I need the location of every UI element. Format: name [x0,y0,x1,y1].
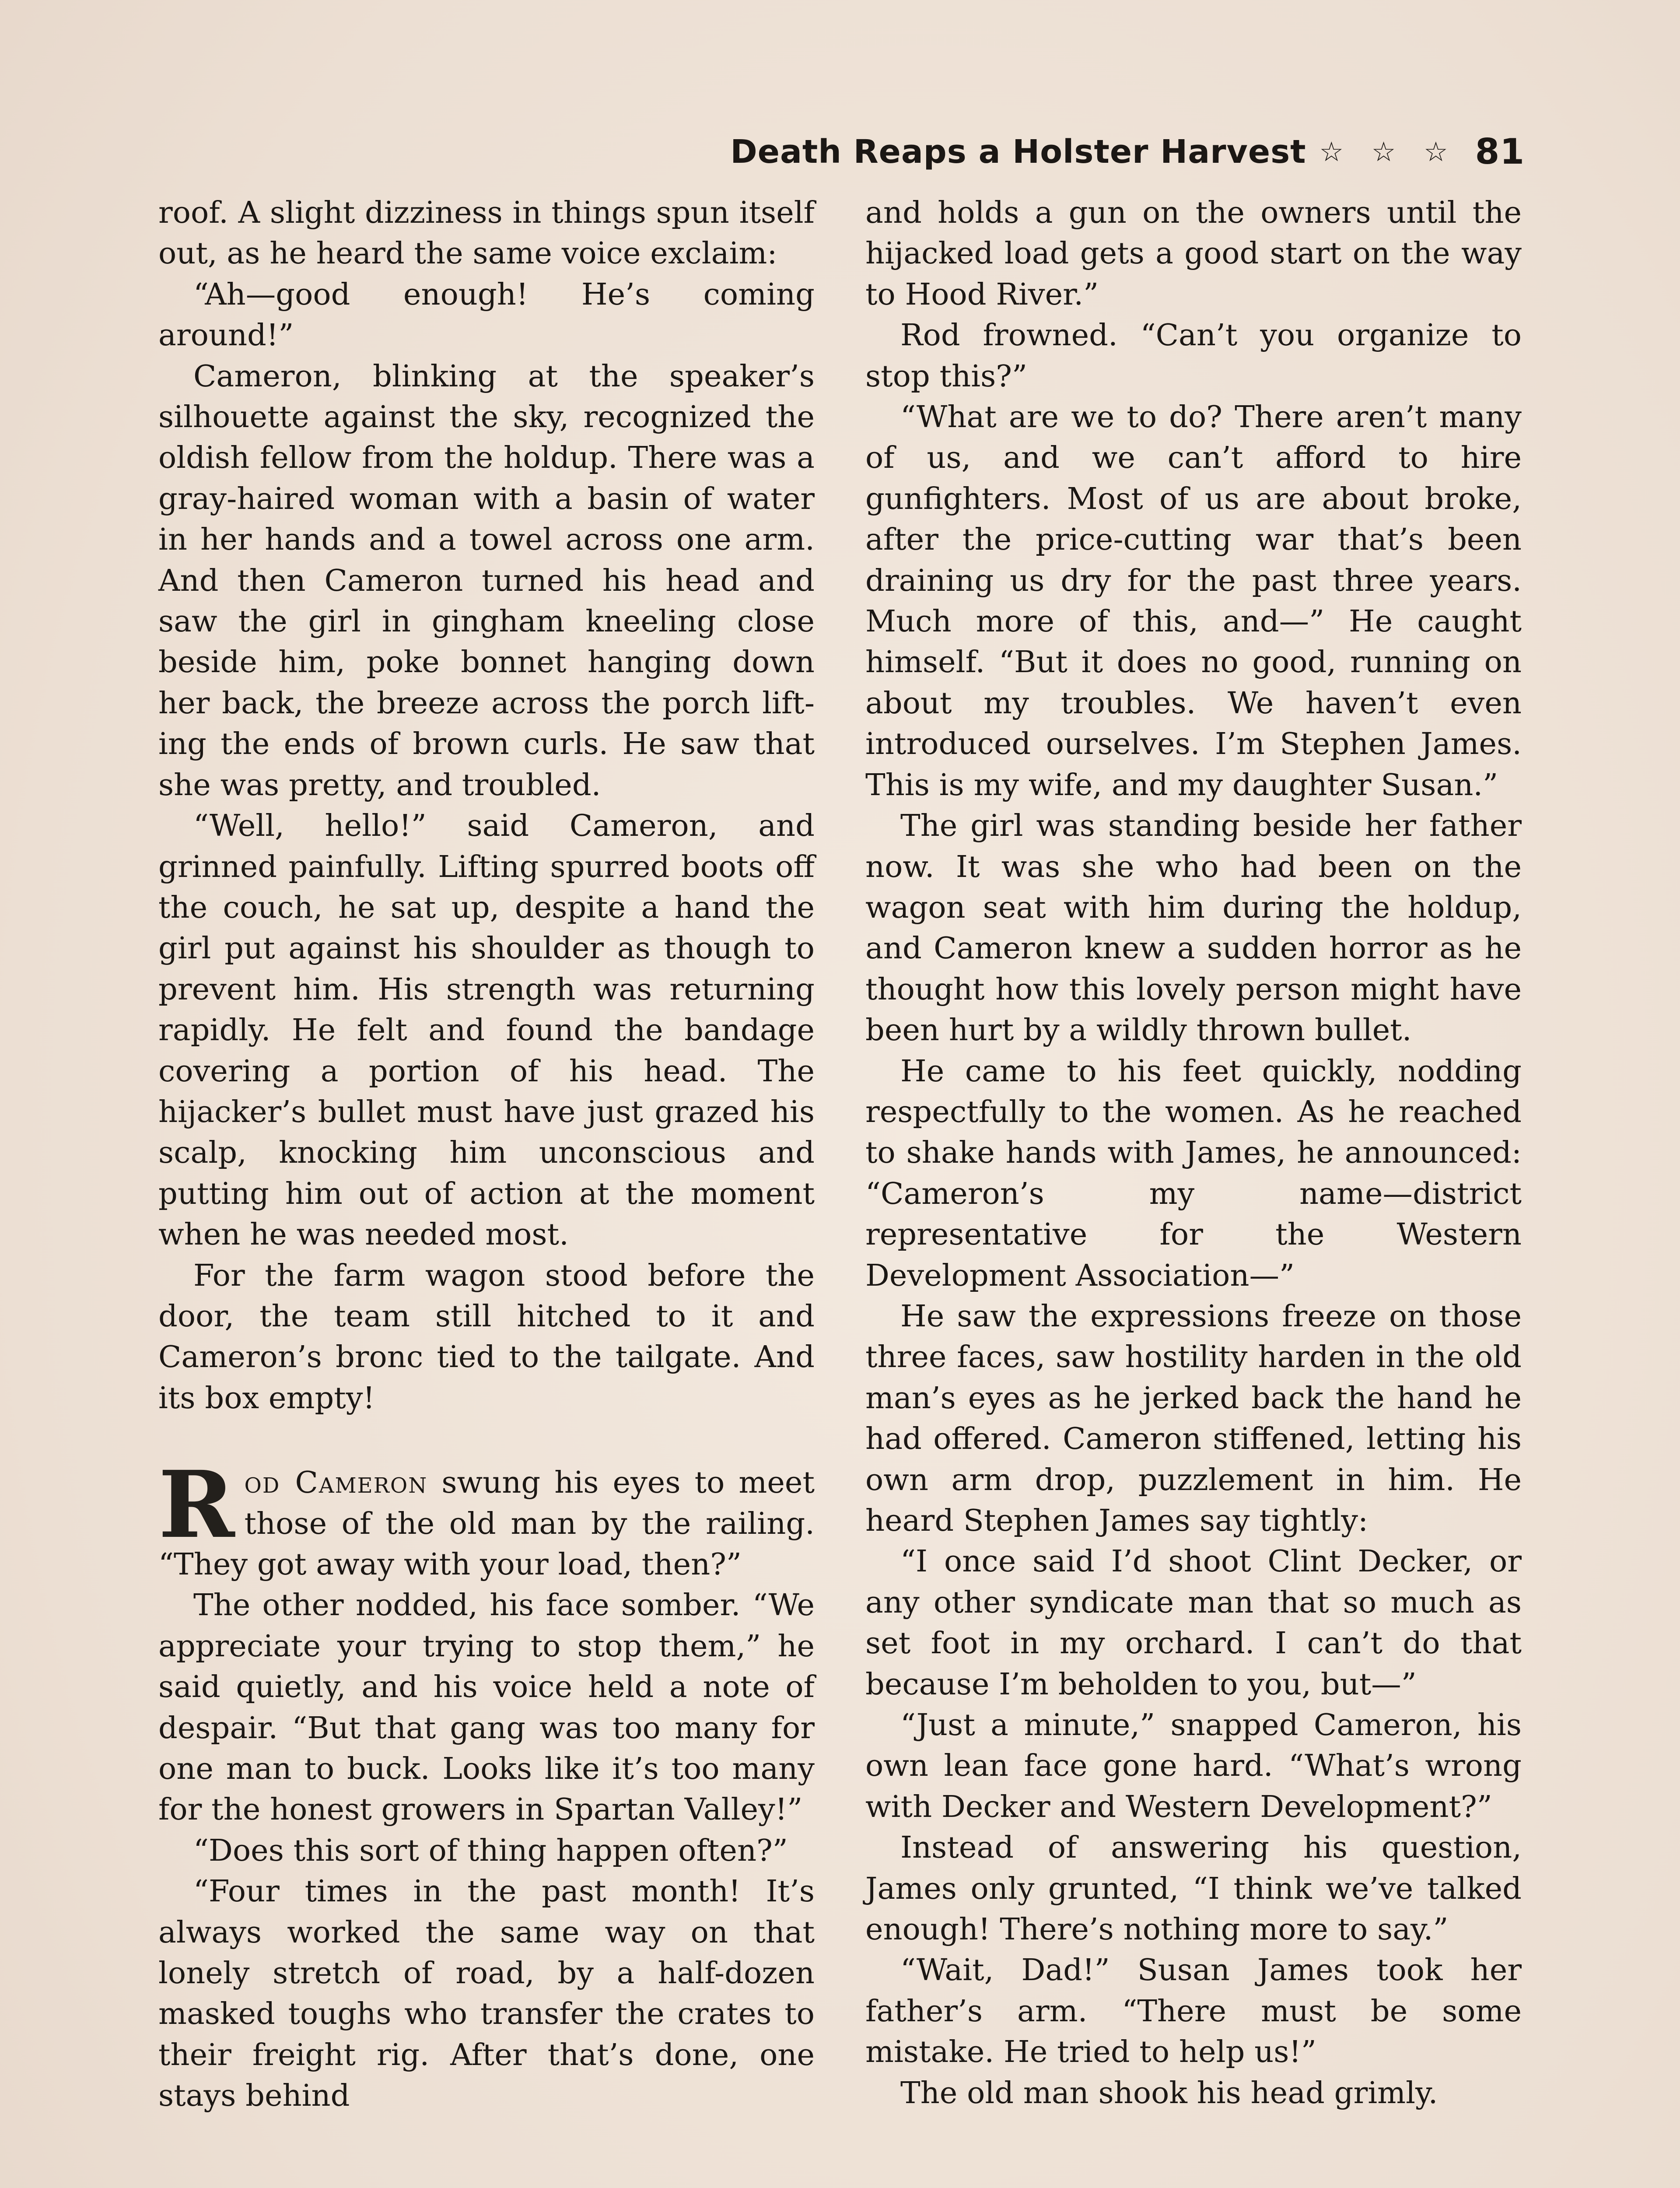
paragraph-dropcap [158,1451,815,1585]
paragraph: “Ah—good enough! He’s coming around!” [158,277,815,353]
page-number: 81 [1475,131,1525,172]
paragraph: “Four times in the past month! It’s always worked the same way on that lonely stretch of road, by a half-dozen masked toughs who transfer the crates to their freight rig. After that’s done, one stays behind [158,1874,815,2114]
paragraph: The old man shook his head grimly. [900,2075,1438,2111]
paragraph: He saw the expressions freeze on those three faces, saw hostility harden in the old man’s eyes as he jerked back the hand he had offered. Cameron stiffened, letting his own arm drop, puzzlement in him. He heard Stephen James say tightly: [865,1298,1522,1538]
star-ornament-icon: ☆ ☆ ☆ [1319,136,1458,168]
section-break [158,1419,815,1462]
paragraph: “I once said I’d shoot Clint Decker, or any other syndicate man that so much as set foot in my orchard. I can’t do that because I’m beholden to you, but—” [865,1544,1522,1702]
paragraph: The other nodded, his face somber. “We appreciate your trying to stop them,” he said quietly, and his voice held a note of despair. “But that gang was too many for one man to buck. Looks like it’s too many for the honest growers in Spartan Valley!” [158,1588,815,1827]
paragraph: and holds a gun on the owners until the hijacked load gets a good start on the way to Hood River.” [865,195,1522,312]
right-column [865,193,1522,2114]
left-column [158,193,815,2117]
paragraph: He came to his feet quickly, nodding respectfully to the women. As he reached to shake hands with James, he announced: “Cameron’s my name—district representative for the Western Development Association—” [865,1053,1522,1293]
drop-cap-letter: R [158,1451,235,1559]
paragraph: roof. A slight dizziness in things spun itself out, as he heard the same voice exclaim: [158,195,815,271]
paragraph: Rod frowned. “Can’t you organize to stop this?” [865,318,1522,394]
story-title: Death Reaps a Holster Harvest [730,133,1306,171]
paragraph: “Wait, Dad!” Susan James took her father’s arm. “There must be some mistake. He tried to help us!” [865,1953,1522,2070]
smallcaps-name: od Cameron [244,1465,428,1501]
paragraph: Cameron, blinking at the speaker’s silhouette against the sky, recognized the oldish fellow from the holdup. There was a gray-haired woman with a basin of water in her hands and a towel across one arm. And then Cameron turned his head and saw the girl in gingham kneeling close beside him, poke bonnet hanging down her back, the breeze across the porch lifting the ends of brown curls. He saw that she was pretty, and troubled. [158,358,815,803]
paragraph: “Just a minute,” snapped Cameron, his own lean face gone hard. “What’s wrong with Decker and Western Development?” [865,1708,1522,1824]
paragraph: The girl was standing beside her father now. It was she who had been on the wagon seat with him during the holdup, and Cameron knew a sudden horror as he thought how this lovely person might have been hurt by a wildly thrown bullet. [865,808,1522,1048]
paragraph-text: swung his eyes to meet those of the old man by the railing. “They got away with your load, then?” [158,1465,815,1582]
paragraph: “What are we to do? There aren’t many of us, and we can’t afford to hire gunfighters. Most of us are about broke, after the price-cutting war that’s been draining us dry for the past three years. Much more of this, and—” He caught himself. “But it does no good, running on about my troubles. We haven’t even introduced ourselves. I’m Stephen James. This is my wife, and my daughter Susan.” [865,400,1522,803]
paragraph: “Well, hello!” said Cameron, and grinned painfully. Lifting spurred boots off the couch, he sat up, despite a hand the girl put against his shoulder as though to prevent him. His strength was returning rapidly. He felt and found the bandage covering a portion of his head. The hijacker’s bullet must have just grazed his scalp, knocking him unconscious and putting him out of action at the moment when he was needed most. [158,808,815,1252]
paragraph: For the farm wagon stood before the door, the team still hitched to it and Cameron’s bronc tied to the tailgate. And its box empty! [158,1258,815,1416]
paragraph: “Does this sort of thing happen often?” [193,1833,788,1868]
running-header [730,131,1525,172]
paragraph: Instead of answering his question, James only grunted, “I think we’ve talked enough! There’s nothing more to say.” [865,1830,1522,1947]
